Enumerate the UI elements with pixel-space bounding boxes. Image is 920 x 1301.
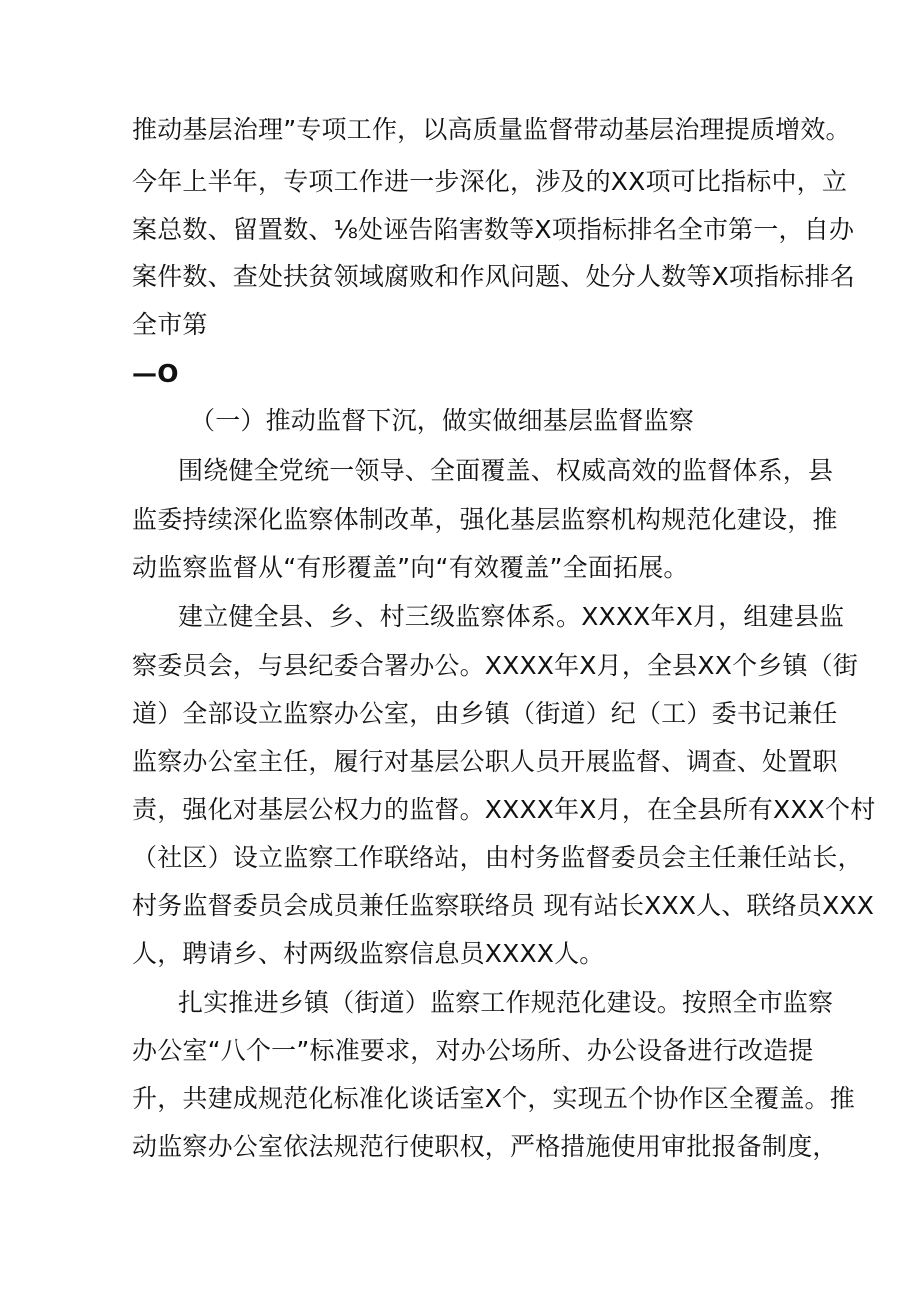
text-line: 办公室“八个一”标准要求，对办公场所、办公设备进行改造提 <box>132 1036 814 1065</box>
text-line: （社区）设立监察工作联络站，由村务监督委员会主任兼任站长， <box>132 843 863 872</box>
text-line: 今年上半年，专项工作进一步深化，涉及的XX项可比指标中，立 <box>132 167 848 196</box>
text-line: 扎实推进乡镇（街道）监察工作规范化建设。按照全市监察 <box>178 988 834 1017</box>
text-line: 人，聘请乡、村两级监察信息员XXXX人。 <box>132 939 605 968</box>
text-line: 责，强化对基层公权力的监督。XXXX年X月，在全县所有XXX个村 <box>132 795 876 824</box>
text-line: 案件数、查处扶贫领域腐败和作风问题、处分人数等X项指标排名 <box>132 262 855 291</box>
text-line: 动监察办公室依法规范行使职权，严格措施使用审批报备制度， <box>132 1132 838 1161</box>
text-line: 道）全部设立监察办公室，由乡镇（街道）纪（工）委书记兼任 <box>132 699 838 728</box>
text-line: 全市第 <box>132 310 208 339</box>
text-line: 建立健全县、乡、村三级监察体系。XXXX年X月，组建县监 <box>178 602 845 631</box>
section-heading: （一）推动监督下沉，做实做细基层监督监察 <box>190 406 695 435</box>
text-line: 监委持续深化监察体制改革，强化基层监察机构规范化建设，推 <box>132 505 838 534</box>
text-line: 察委员会，与县纪委合署办公。XXXX年X月，全县XX个乡镇（街 <box>132 651 859 680</box>
text-line: 升，共建成规范化标准化谈话室X个，实现五个协作区全覆盖。推 <box>132 1084 855 1113</box>
text-line: 村务监督委员会成员兼任监察联络员 现有站长XXX人、联络员XXX <box>132 891 875 920</box>
text-line: 围绕健全党统一领导、全面覆盖、权威高效的监督体系，县 <box>178 456 834 485</box>
text-line: 推动基层治理”专项工作，以高质量监督带动基层治理提质增效。 <box>132 115 851 144</box>
text-line: 动监察监督从“有形覆盖”向“有效覆盖”全面拓展。 <box>132 553 689 582</box>
text-line: 监察办公室主任，履行对基层公职人员开展监督、调查、处置职 <box>132 747 838 776</box>
stray-mark: —O <box>132 359 179 388</box>
text-line: 案总数、留置数、⅛处诬告陷害数等X项指标排名全市第一，自办 <box>132 215 855 244</box>
